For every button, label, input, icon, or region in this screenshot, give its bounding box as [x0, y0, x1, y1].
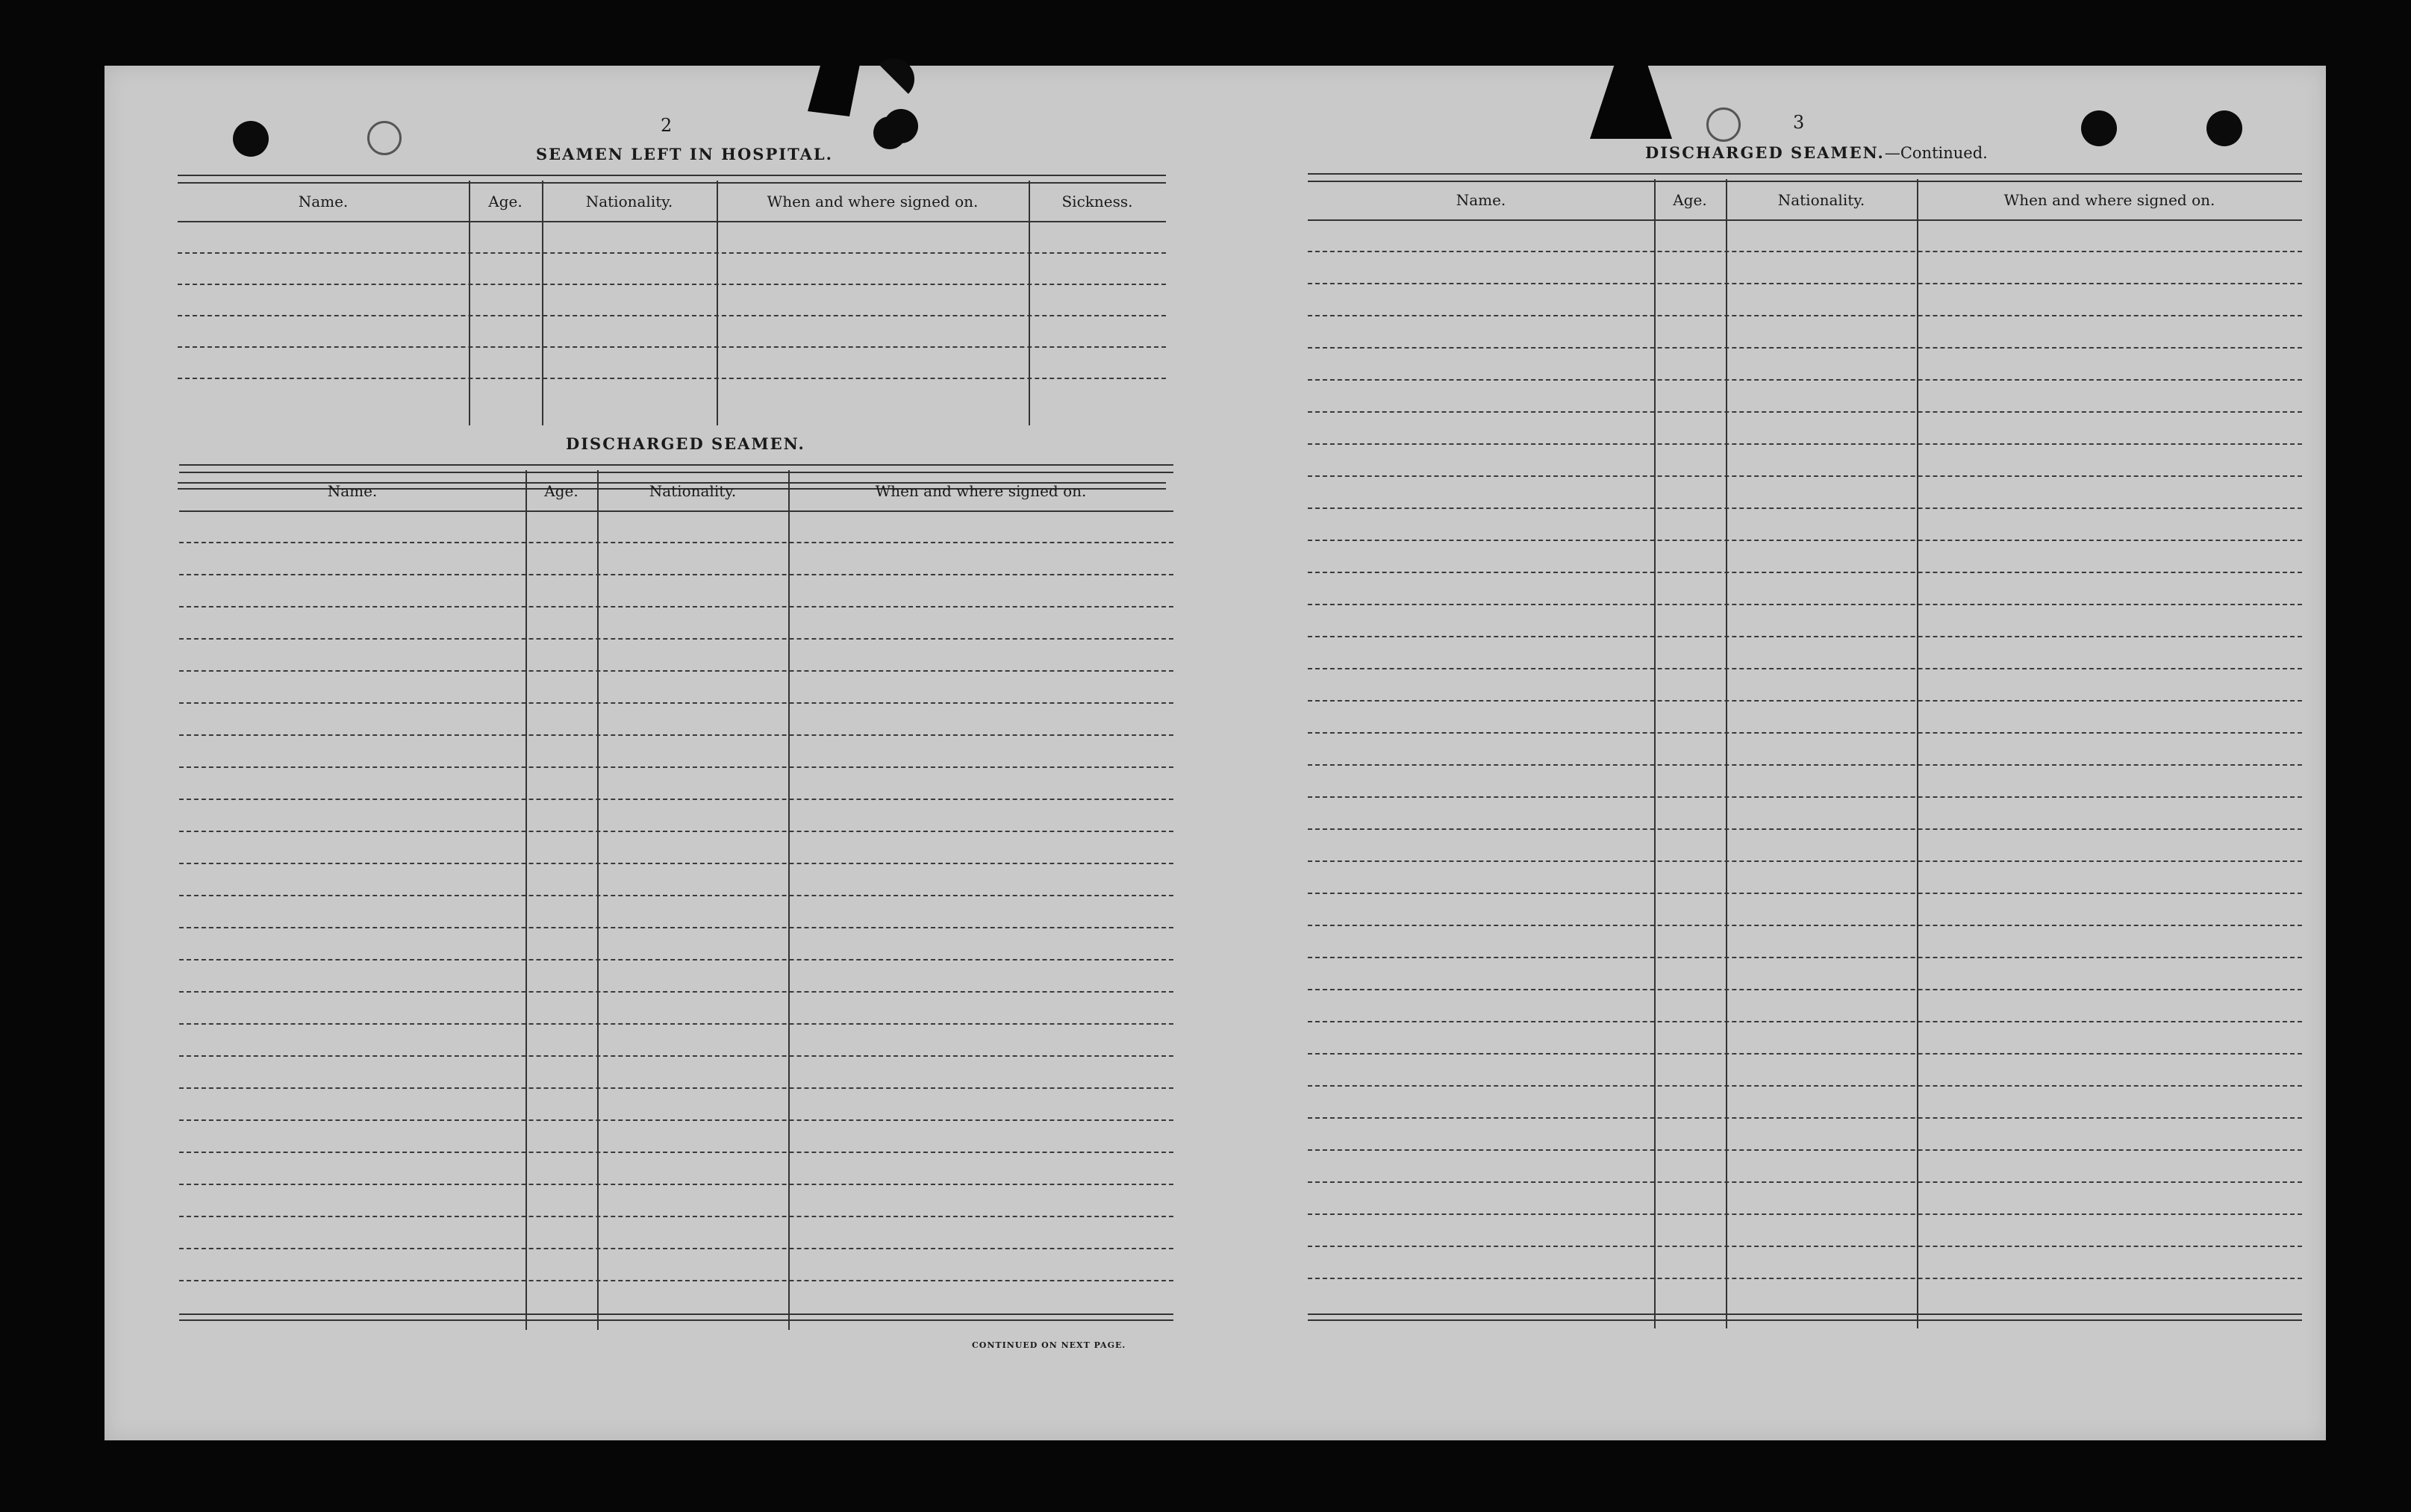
row-line [179, 927, 1173, 928]
page-number-left: 2 [661, 115, 673, 136]
row-line [1308, 860, 2302, 862]
row-line [1308, 1213, 2302, 1215]
discharged-table-left [179, 464, 1173, 1339]
row-line [179, 702, 1173, 704]
column-header-sickness: Sickness. [1061, 193, 1133, 210]
row-line [1308, 668, 2302, 669]
row-line [179, 991, 1173, 993]
row-line [1308, 1021, 2302, 1022]
punch-hole [233, 121, 269, 157]
column-divider [525, 470, 527, 1330]
row-line [179, 670, 1173, 672]
column-header-signed-on: When and where signed on. [767, 193, 979, 210]
punch-ring [367, 121, 402, 155]
column-divider [597, 470, 599, 1330]
row-line [179, 766, 1173, 768]
row-line [178, 378, 1166, 379]
table-top-rule [1308, 173, 2302, 182]
row-line [1308, 411, 2302, 413]
row-line [179, 638, 1173, 640]
row-line [1308, 540, 2302, 541]
row-line [1308, 732, 2302, 734]
row-line [179, 1087, 1173, 1089]
hospital-section-title: SEAMEN LEFT IN HOSPITAL. [536, 145, 833, 163]
section-title-suffix: —Continued. [1884, 144, 1988, 162]
discharged-table-right [1308, 173, 2302, 1337]
row-line [1308, 283, 2302, 284]
row-line [1308, 1278, 2302, 1279]
row-line [179, 799, 1173, 800]
discharged-section-title-right [1645, 143, 1988, 162]
document-sheet [105, 66, 2326, 1440]
column-header-age: Age. [544, 482, 578, 500]
row-line [179, 1216, 1173, 1217]
table-top-rule [178, 175, 1166, 184]
section-title-text: DISCHARGED SEAMEN. [1645, 143, 1885, 162]
binding-notch-right [1590, 64, 1672, 139]
row-line [1308, 828, 2302, 830]
column-header-nationality: Nationality. [1777, 191, 1865, 209]
column-header-nationality: Nationality. [649, 482, 737, 500]
row-line [179, 734, 1173, 736]
row-line [179, 959, 1173, 960]
row-line [1308, 957, 2302, 958]
row-line [1308, 989, 2302, 990]
row-line [1308, 764, 2302, 766]
column-divider [1029, 181, 1030, 425]
row-line [178, 284, 1166, 285]
column-header-signed-on: When and where signed on. [875, 482, 1087, 500]
header-rule [1308, 219, 2302, 221]
row-line [179, 1023, 1173, 1025]
row-line [1308, 315, 2302, 316]
column-divider [1917, 179, 1918, 1328]
row-line [179, 1184, 1173, 1185]
header-rule [179, 510, 1173, 512]
column-divider [542, 181, 543, 425]
row-line [179, 895, 1173, 896]
column-header-signed-on: When and where signed on. [2003, 191, 2215, 209]
table-bottom-rule [1308, 1313, 2302, 1321]
column-divider [717, 181, 718, 425]
column-header-nationality: Nationality. [585, 193, 673, 210]
column-divider [1654, 179, 1656, 1328]
column-header-age: Age. [1673, 191, 1707, 209]
punch-hole [873, 58, 914, 100]
column-divider [788, 470, 790, 1330]
row-line [179, 1248, 1173, 1249]
continued-note: CONTINUED ON NEXT PAGE. [972, 1340, 1126, 1350]
row-line [1308, 572, 2302, 573]
table-top-rule [179, 464, 1173, 473]
row-line [179, 1152, 1173, 1153]
row-line [1308, 1053, 2302, 1055]
row-line [178, 346, 1166, 348]
row-line [1308, 925, 2302, 926]
row-line [1308, 604, 2302, 605]
row-line [179, 1280, 1173, 1281]
page-number-right: 3 [1793, 112, 1805, 133]
row-line [1308, 1085, 2302, 1087]
row-line [179, 1119, 1173, 1121]
column-divider [1726, 179, 1727, 1328]
row-line [1308, 700, 2302, 702]
binding-notch-left [808, 64, 860, 116]
row-line [1308, 1117, 2302, 1119]
discharged-section-title-left: DISCHARGED SEAMEN. [566, 434, 805, 453]
row-line [1308, 251, 2302, 252]
row-line [179, 574, 1173, 575]
header-rule [178, 221, 1166, 222]
row-line [179, 831, 1173, 832]
row-line [1308, 796, 2302, 798]
table-bottom-rule [179, 1313, 1173, 1321]
row-line [1308, 893, 2302, 894]
row-line [1308, 1246, 2302, 1247]
punch-hole [2081, 110, 2117, 146]
row-line [178, 315, 1166, 316]
row-line [1308, 475, 2302, 477]
row-line [1308, 507, 2302, 509]
column-header-name: Name. [1456, 191, 1506, 209]
column-header-age: Age. [488, 193, 523, 210]
punch-hole [884, 109, 918, 143]
row-line [1308, 379, 2302, 381]
punch-ring [1706, 107, 1741, 142]
row-line [179, 1055, 1173, 1057]
row-line [179, 606, 1173, 607]
punch-hole [2206, 110, 2242, 146]
row-line [1308, 636, 2302, 637]
column-divider [469, 181, 470, 425]
row-line [179, 542, 1173, 543]
row-line [1308, 347, 2302, 349]
row-line [178, 252, 1166, 254]
row-line [1308, 443, 2302, 445]
row-line [1308, 1149, 2302, 1151]
row-line [179, 863, 1173, 864]
row-line [1308, 1181, 2302, 1183]
column-header-name: Name. [327, 482, 378, 500]
column-header-name: Name. [298, 193, 349, 210]
